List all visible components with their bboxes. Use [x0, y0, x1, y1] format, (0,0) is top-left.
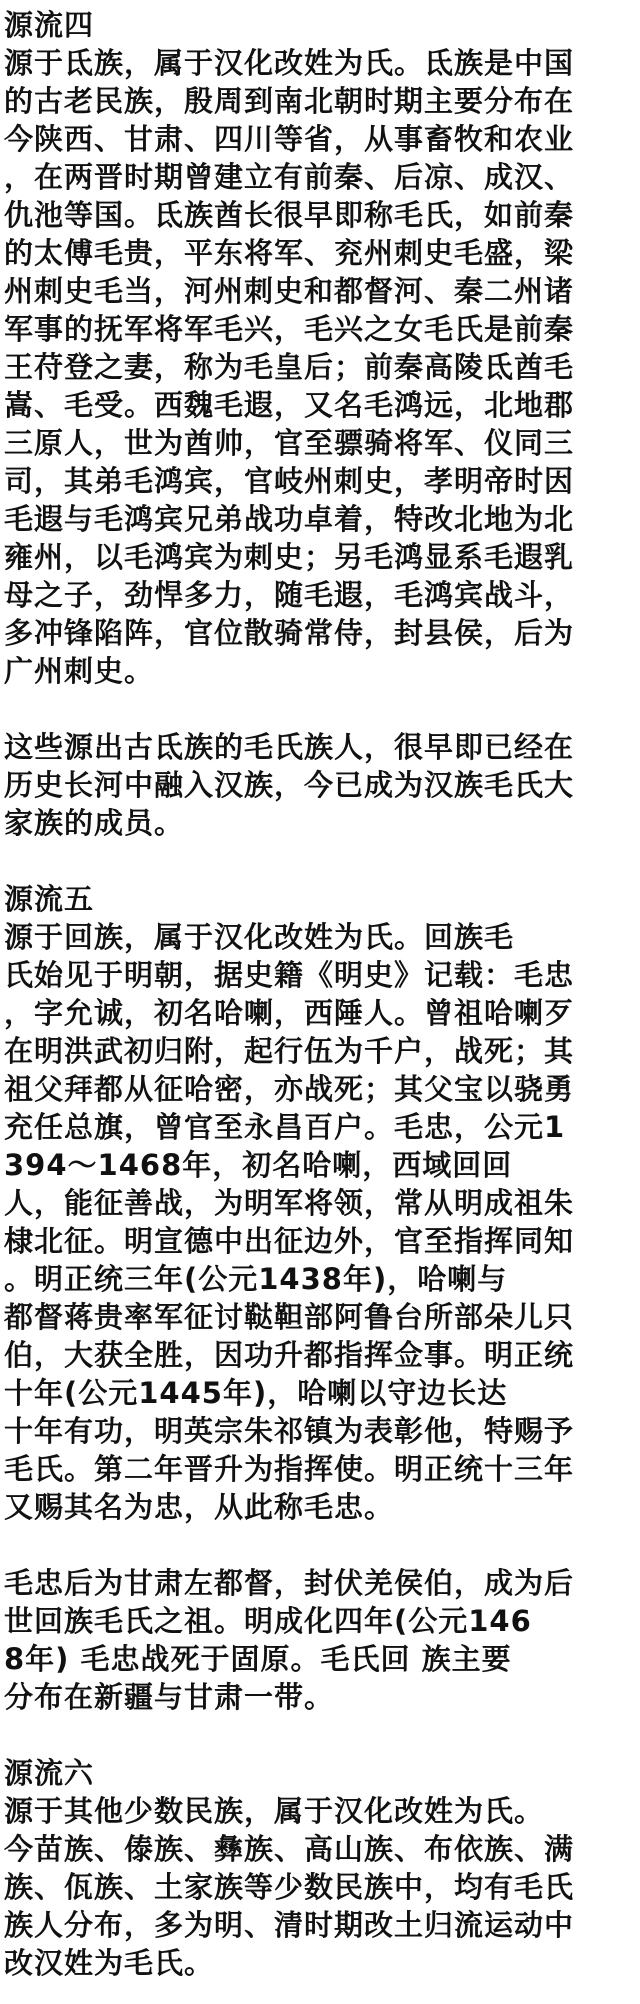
section-heading-5: 源流五: [4, 882, 95, 916]
text-line: 雍州，以毛鸿宾为刺史；另毛鸿显系毛遐乳: [4, 540, 575, 574]
text-line: ，字允诚，初名哈喇，西陲人。曾祖哈喇歹: [4, 996, 575, 1030]
text-line: 家族的成员。: [4, 806, 185, 840]
text-line: 司，其弟毛鸿宾，官岐州刺史，孝明帝时因: [4, 464, 575, 498]
text-line: 毛氏。第二年晋升为指挥使。明正统十三年: [4, 1452, 575, 1486]
text-line: 历史长河中融入汉族，今已成为汉族毛氏大: [4, 768, 575, 802]
text-line: 394～1468年，初名哈喇，西域回回: [4, 1148, 513, 1182]
text-line: 今陕西、甘肃、四川等省，从事畜牧和农业: [4, 122, 575, 156]
text-line: 军事的抚军将军毛兴，毛兴之女毛氏是前秦: [4, 312, 575, 346]
text-line: 源于氐族，属于汉化改姓为氏。氐族是中国: [4, 46, 575, 80]
text-line: 多冲锋陷阵，官位散骑常侍，封县侯，后为: [4, 616, 575, 650]
text-line: 的古老民族，殷周到南北朝时期主要分布在: [4, 84, 575, 118]
paragraph-gap: [4, 690, 636, 728]
section-heading-4: 源流四: [4, 8, 95, 42]
text-line: 。明正统三年(公元1438年)，哈喇与: [4, 1262, 508, 1296]
text-line: 王苻登之妻，称为毛皇后；前秦高陵氐酋毛: [4, 350, 575, 384]
text-line: 州刺史毛当，河州刺史和都督河、秦二州诸: [4, 274, 575, 308]
text-line: 祖父拜都从征哈密，亦战死；其父宝以骁勇: [4, 1072, 575, 1106]
paragraph-gap: [4, 1526, 636, 1564]
text-line: 三原人，世为酋帅，官至骠骑将军、仪同三: [4, 426, 575, 460]
text-line: 分布在新疆与甘肃一带。: [4, 1680, 335, 1714]
text-line: 氏始见于明朝，据史籍《明史》记载：毛忠: [4, 958, 575, 992]
text-line: 十年(公元1445年)，哈喇以守边长达: [4, 1376, 508, 1410]
text-line: 人，能征善战，为明军将领，常从明成祖朱: [4, 1186, 575, 1220]
text-line: 充任总旗，曾官至永昌百户。毛忠，公元1: [4, 1110, 566, 1144]
text-line: 这些源出古氐族的毛氏族人，很早即已经在: [4, 730, 575, 764]
section-4-paragraph: [4, 44, 636, 690]
text-line: 都督蒋贵率军征讨鞑靼部阿鲁台所部朵儿只: [4, 1300, 575, 1334]
text-line: 仇池等国。氐族酋长很早即称毛氏，如前秦: [4, 198, 575, 232]
text-line: ，在两晋时期曾建立有前秦、后凉、成汉、: [4, 160, 575, 194]
text-line: 嵩、毛受。西魏毛遐，又名毛鸿远，北地郡: [4, 388, 575, 422]
paragraph-gap: [4, 842, 636, 880]
section-5-paragraph-2: [4, 1564, 636, 1716]
text-line: 在明洪武初归附，起行伍为千户，战死；其: [4, 1034, 575, 1068]
text-line: 源于其他少数民族，属于汉化改姓为氏。: [4, 1794, 545, 1828]
section-4-paragraph-2: [4, 728, 636, 842]
text-line: 毛遐与毛鸿宾兄弟战功卓着，特改北地为北: [4, 502, 575, 536]
text-line: 族、佤族、土家族等少数民族中，均有毛氏: [4, 1870, 575, 1904]
text-line: 又赐其名为忠，从此称毛忠。: [4, 1490, 395, 1524]
paragraph-gap: [4, 1716, 636, 1754]
section-6-paragraph: [4, 1792, 636, 1982]
text-line: 母之子，劲悍多力，随毛遐，毛鸿宾战斗，: [4, 578, 575, 612]
text-line: 族人分布，多为明、清时期改土归流运动中: [4, 1908, 575, 1942]
text-line: 十年有功，明英宗朱祁镇为表彰他，特赐予: [4, 1414, 575, 1448]
text-line: 源于回族，属于汉化改姓为氏。回族毛: [4, 920, 515, 954]
text-line: 世回族毛氏之祖。明成化四年(公元146: [4, 1604, 532, 1638]
text-line: 广州刺史。: [4, 654, 155, 688]
section-heading-6: 源流六: [4, 1756, 95, 1790]
text-line: 毛忠后为甘肃左都督，封伏羌侯伯，成为后: [4, 1566, 575, 1600]
text-line: 棣北征。明宣德中出征边外，官至指挥同知: [4, 1224, 575, 1258]
text-line: 改汉姓为毛氏。: [4, 1946, 215, 1980]
section-5-paragraph: [4, 918, 636, 1526]
text-line: 8年) 毛忠战死于固原。毛氏回 族主要: [4, 1642, 512, 1676]
text-line: 的太傅毛贵，平东将军、兖州刺史毛盛，梁: [4, 236, 575, 270]
text-line: 伯，大获全胜，因功升都指挥佥事。明正统: [4, 1338, 575, 1372]
text-line: 今苗族、傣族、彝族、高山族、布依族、满: [4, 1832, 575, 1866]
